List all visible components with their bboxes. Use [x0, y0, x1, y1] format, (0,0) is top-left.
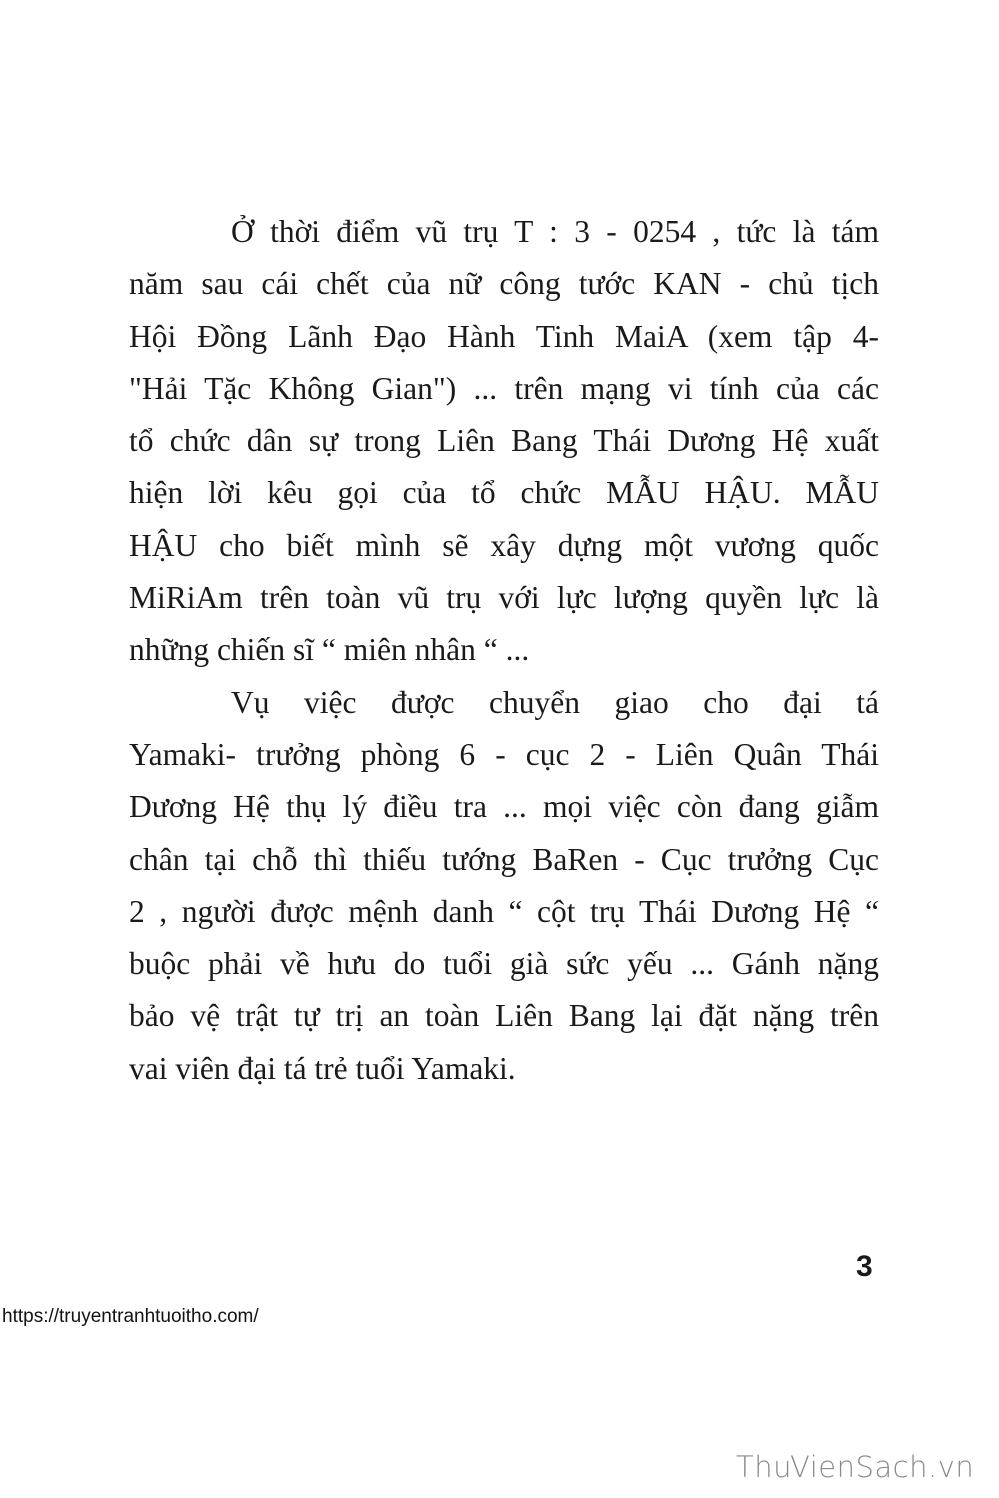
source-url-link[interactable]: https://truyentranhtuoitho.com/: [2, 1306, 259, 1327]
paragraph-1-line-9: những chiến sĩ “ miên nhân “ ...: [129, 632, 530, 668]
paragraph-2-line-8: vai viên đại tá trẻ tuổi Yamaki.: [129, 1050, 516, 1086]
page-number: 3: [856, 1250, 873, 1283]
watermark-logo: ThuVienSach.vn: [736, 1450, 975, 1484]
paragraph-1-line-8: MiRiAm trên toàn vũ trụ với lực lượng quyền lực là: [129, 580, 879, 616]
paragraph-1-line-5: tổ chức dân sự trong Liên Bang Thái Dương Hệ xuất: [129, 423, 879, 459]
paragraph-2-line-5: 2 , người được mệnh danh “ cột trụ Thái Dương Hệ “: [129, 893, 879, 929]
paragraph-2-line-1: Vụ việc được chuyển giao cho đại tá: [231, 684, 879, 720]
paragraph-2-line-4: chân tại chỗ thì thiếu tướng BaRen - Cục trưởng Cục: [129, 841, 879, 877]
paragraph-1-line-4: "Hải Tặc Không Gian") ... trên mạng vi tính của các: [129, 370, 879, 406]
paragraph-1-line-1: Ở thời điểm vũ trụ T : 3 - 0254 , tức là tám: [231, 214, 879, 249]
body-text: [129, 206, 879, 1095]
paragraph-1-line-3: Hội Đồng Lãnh Đạo Hành Tinh MaiA (xem tập 4-: [129, 318, 879, 354]
paragraph-2-line-3: Dương Hệ thụ lý điều tra ... mọi việc còn đang giẫm: [129, 789, 879, 825]
paragraph-1-line-2: năm sau cái chết của nữ công tước KAN - chủ tịch: [129, 266, 879, 302]
paragraph-1-line-7: HẬU cho biết mình sẽ xây dựng một vương quốc: [129, 527, 879, 563]
paragraph-2-line-6: buộc phải về hưu do tuổi già sức yếu ... Gánh nặng: [129, 946, 879, 982]
paragraph-2-line-2: Yamaki- trưởng phòng 6 - cục 2 - Liên Quân Thái: [129, 736, 879, 772]
paragraph-1-line-6: hiện lời kêu gọi của tổ chức MẪU HẬU. MẪU: [129, 475, 879, 511]
paragraph-2-line-7: bảo vệ trật tự trị an toàn Liên Bang lại đặt nặng trên: [129, 998, 879, 1034]
